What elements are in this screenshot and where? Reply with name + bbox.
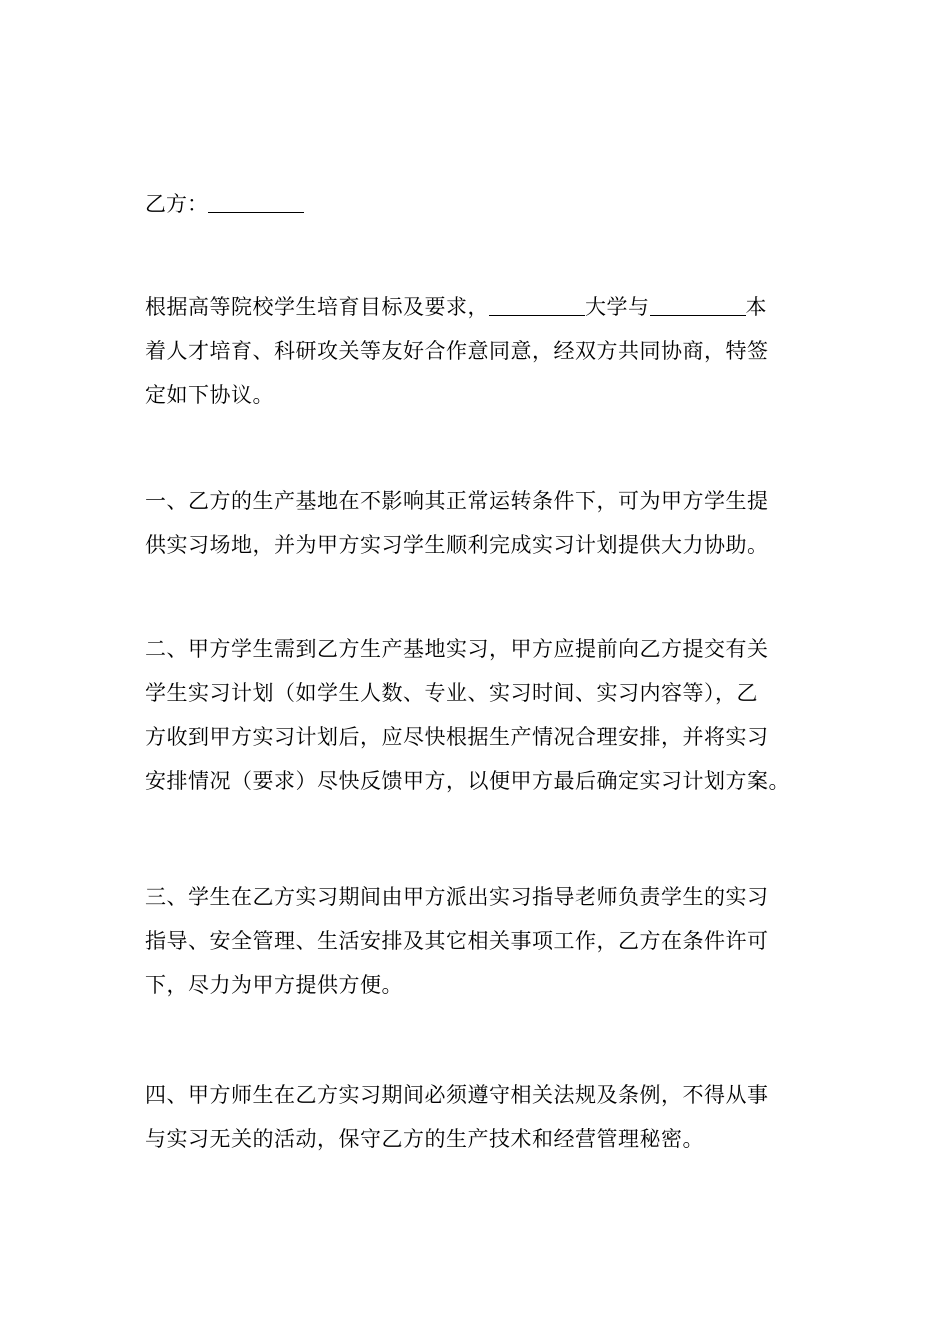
clause-1-line-1: 一、乙方的生产基地在不影响其正常运转条件下，可为甲方学生提 [145, 489, 769, 513]
party-b-line [145, 186, 304, 222]
clause-3-line-1: 三、学生在乙方实习期间由甲方派出实习指导老师负责学生的实习 [145, 885, 769, 909]
company-blank [650, 293, 746, 316]
clause-1-line-2: 供实习场地，并为甲方实习学生顺利完成实习计划提供大力协助。 [145, 533, 769, 557]
clause-1 [145, 479, 805, 567]
university-blank [489, 293, 585, 316]
intro-text-b: 大学与 [585, 295, 650, 319]
intro-paragraph [145, 285, 805, 417]
clause-4-line-2: 与实习无关的活动，保守乙方的生产技术和经营管理秘密。 [145, 1127, 704, 1151]
clause-3 [145, 875, 805, 1007]
clause-2-line-4: 安排情况（要求）尽快反馈甲方，以便甲方最后确定实习计划方案。 [145, 769, 790, 793]
clause-2-line-1: 二、甲方学生需到乙方生产基地实习，甲方应提前向乙方提交有关 [145, 637, 769, 661]
clause-2 [145, 627, 805, 803]
clause-4 [145, 1073, 805, 1161]
clause-2-line-2: 学生实习计划（如学生人数、专业、实习时间、实习内容等），乙 [145, 681, 758, 705]
clause-3-line-2: 指导、安全管理、生活安排及其它相关事项工作，乙方在条件许可 [145, 929, 769, 953]
party-b-label: 乙方： [145, 192, 208, 216]
intro-line-1 [145, 285, 805, 329]
clause-3-line-3: 下，尽力为甲方提供方便。 [145, 973, 403, 997]
intro-text-a: 根据高等院校学生培育目标及要求， [145, 295, 489, 319]
party-b-blank [208, 190, 304, 213]
intro-line-3: 定如下协议。 [145, 383, 274, 407]
intro-line-2: 着人才培育、科研攻关等友好合作意同意，经双方共同协商，特签 [145, 339, 769, 363]
clause-2-line-3: 方收到甲方实习计划后，应尽快根据生产情况合理安排，并将实习 [145, 725, 769, 749]
intro-text-c: 本 [745, 295, 767, 319]
clause-4-line-1: 四、甲方师生在乙方实习期间必须遵守相关法规及条例，不得从事 [145, 1083, 769, 1107]
